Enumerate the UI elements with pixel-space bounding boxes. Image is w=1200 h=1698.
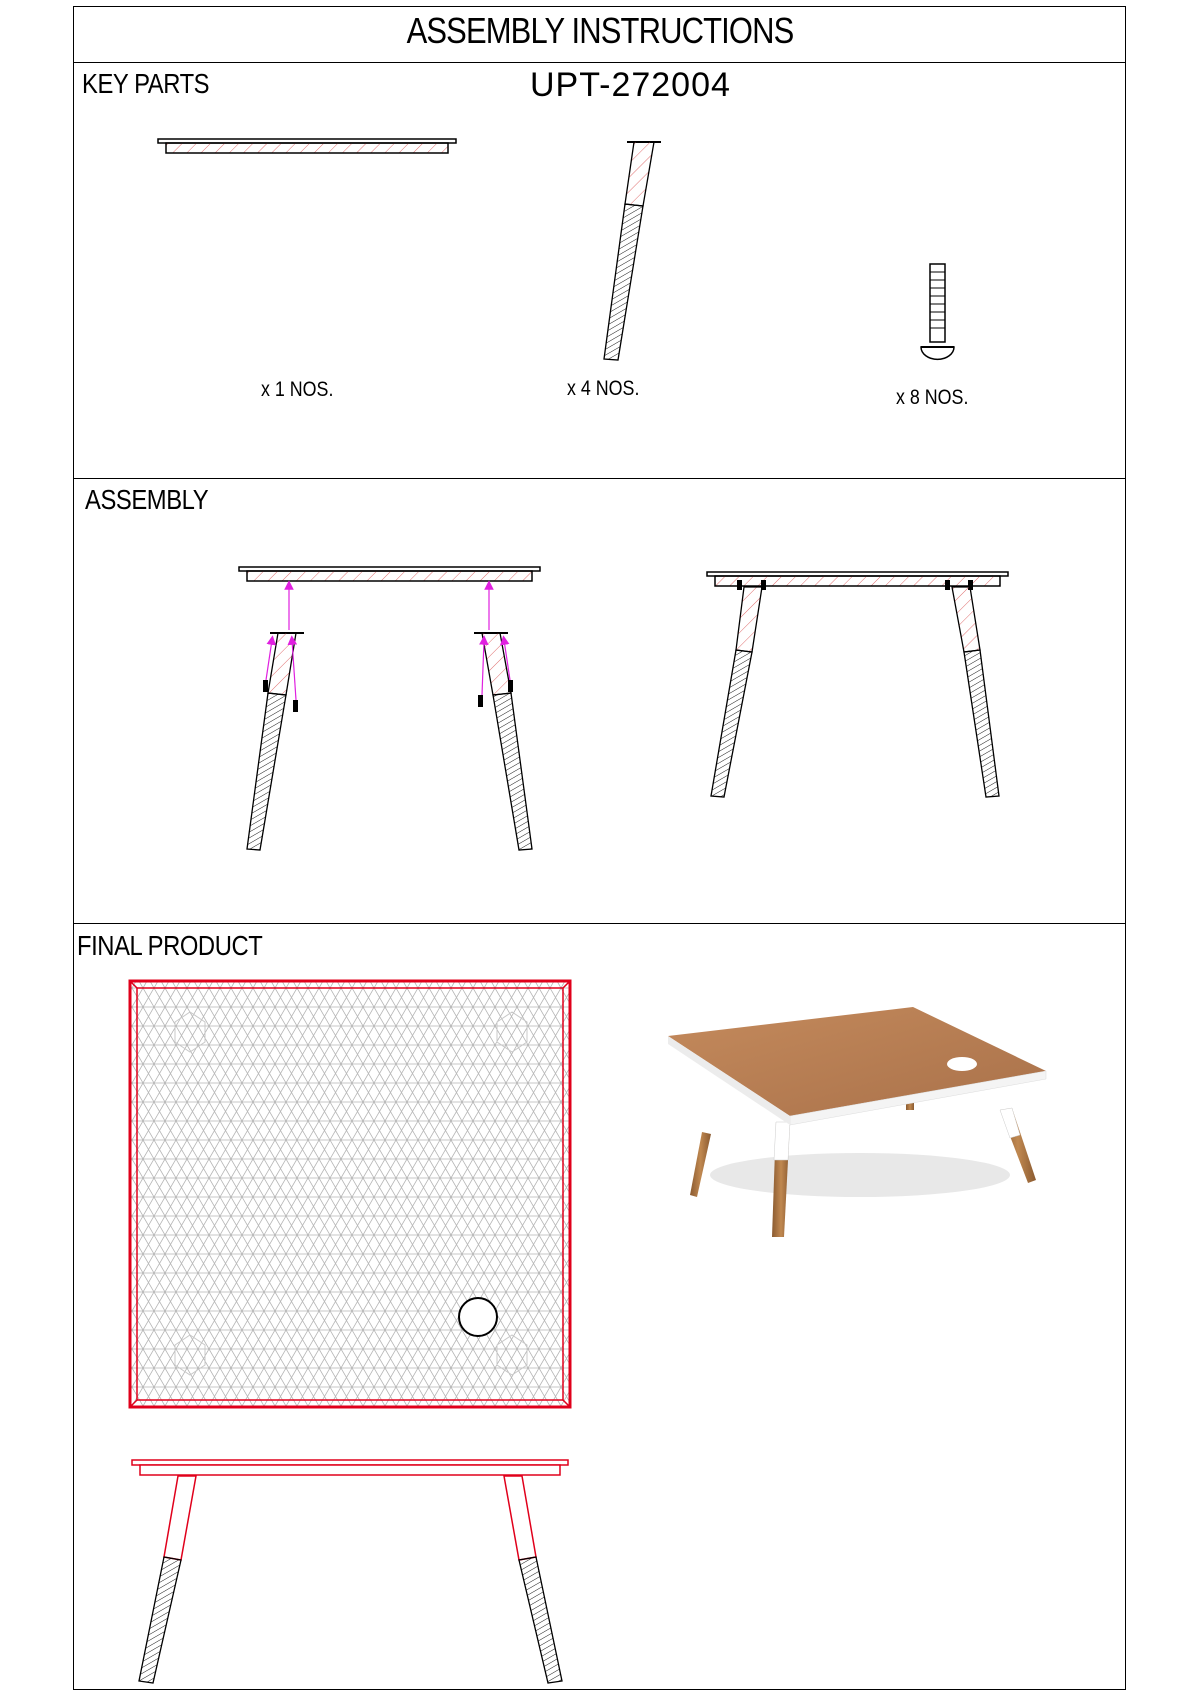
final-product-heading: FINAL PRODUCT (77, 930, 263, 961)
key-part-table-top (158, 139, 456, 153)
leg-quantity: x 4 NOS. (567, 377, 640, 400)
key-part-screw (921, 264, 954, 359)
screw-quantity: x 8 NOS. (896, 386, 969, 409)
final-top-view (130, 981, 570, 1407)
model-number: UPT-272004 (530, 66, 731, 104)
assembly-heading: ASSEMBLY (85, 484, 209, 515)
final-product-photo (668, 1007, 1046, 1237)
final-front-view (132, 1460, 568, 1683)
assembly-assembled-view (707, 572, 1008, 797)
document-title: ASSEMBLY INSTRUCTIONS (406, 10, 794, 51)
top-quantity: x 1 NOS. (261, 378, 334, 401)
key-part-leg (604, 142, 661, 360)
key-parts-heading: KEY PARTS (82, 68, 210, 99)
assembly-exploded-view (239, 567, 540, 850)
